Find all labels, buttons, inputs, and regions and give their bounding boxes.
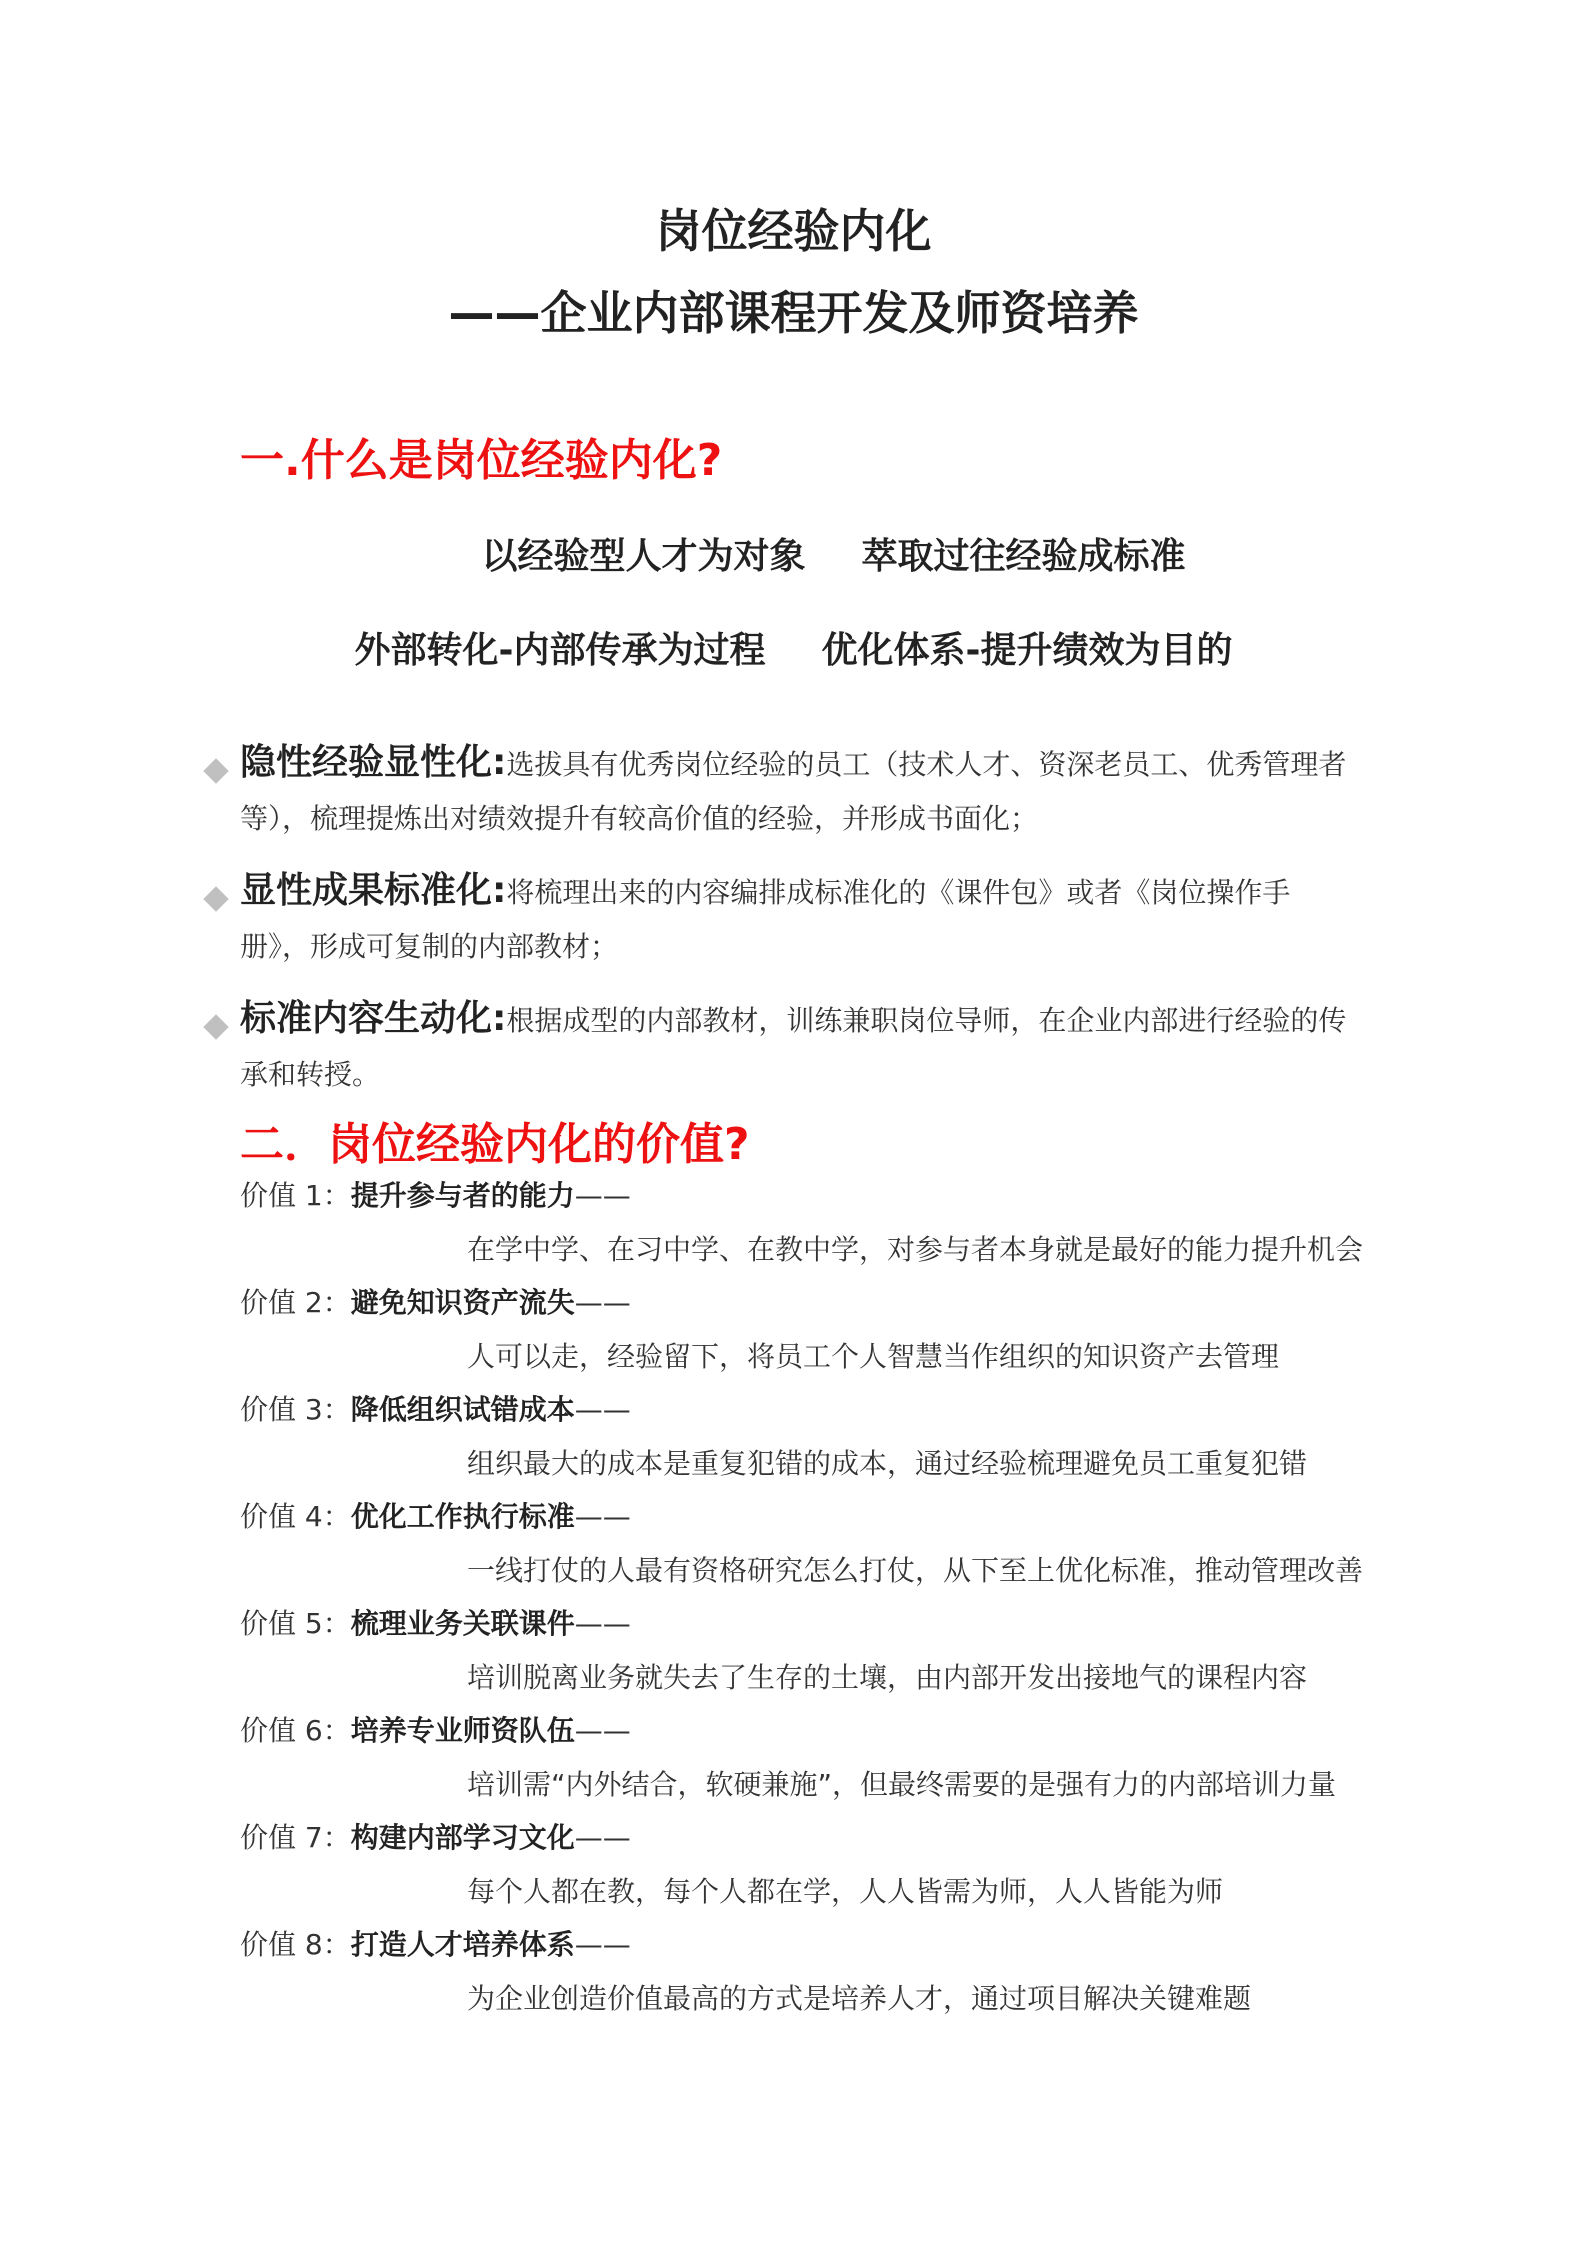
diamond-bullet-icon [203, 758, 228, 783]
value-title: 培养专业师资队伍 [350, 1714, 575, 1747]
value-description: 培训需“内外结合，软硬兼施”，但最终需要的是强有力的内部培训力量 [467, 1768, 1337, 1801]
value-head [240, 1711, 1370, 1751]
diamond-bullet-icon [203, 886, 228, 911]
diamond-bullet-icon [203, 1014, 228, 1039]
value-head [240, 1497, 1370, 1537]
value-description: 组织最大的成本是重复犯错的成本，通过经验梳理避免员工重复犯错 [467, 1447, 1308, 1480]
bullet-text: 根据成型的内部教材，训练兼职岗位导师，在企业内部进行经验的传承和转授。 [240, 1004, 1347, 1091]
value-title: 构建内部学习文化 [350, 1821, 575, 1854]
value-title: 打造人才培养体系 [350, 1928, 575, 1961]
value-title: 降低组织试错成本 [350, 1393, 575, 1426]
value-item [240, 1176, 1370, 1283]
value-dash: —— [574, 1286, 631, 1319]
value-item [240, 1711, 1370, 1818]
value-dash: —— [574, 1393, 631, 1426]
value-item [240, 1390, 1370, 1497]
value-label: 价值 5： [240, 1607, 351, 1640]
bullet-item [240, 864, 1360, 974]
bullet-list [240, 736, 1360, 1120]
bullet-item [240, 736, 1360, 846]
value-description: 一线打仗的人最有资格研究怎么打仗，从下至上优化标准，推动管理改善 [467, 1554, 1364, 1587]
value-dash: —— [574, 1179, 631, 1212]
value-description: 在学中学、在习中学、在教中学，对参与者本身就是最好的能力提升机会 [467, 1233, 1364, 1266]
value-head [240, 1176, 1370, 1216]
value-title: 避免知识资产流失 [350, 1286, 575, 1319]
value-label: 价值 3： [240, 1393, 351, 1426]
value-list [240, 1176, 1370, 2032]
title-main: 岗位经验内化 [655, 204, 932, 258]
title-subtitle: ——企业内部课程开发及师资培养 [448, 286, 1139, 340]
value-label: 价值 1： [240, 1179, 351, 1212]
value-head [240, 1390, 1370, 1430]
value-title: 提升参与者的能力 [350, 1179, 575, 1212]
value-item [240, 1818, 1370, 1925]
value-head [240, 1925, 1370, 1965]
bullet-term: 显性成果标准化: [240, 870, 507, 911]
value-description: 培训脱离业务就失去了生存的土壤，由内部开发出接地气的课程内容 [467, 1661, 1308, 1694]
bullet-text: 将梳理出来的内容编排成标准化的《课件包》或者《岗位操作手册》，形成可复制的内部教材； [240, 876, 1291, 963]
value-title: 优化工作执行标准 [350, 1500, 575, 1533]
slogan-row-1 [0, 528, 1587, 579]
value-head [240, 1818, 1370, 1858]
slogan-2-1: 外部转化-内部传承为过程 [354, 630, 766, 671]
value-dash: —— [574, 1714, 631, 1747]
value-dash: —— [574, 1607, 631, 1640]
value-label: 价值 7： [240, 1821, 351, 1854]
value-item [240, 1925, 1370, 2032]
value-dash: —— [574, 1928, 631, 1961]
value-label: 价值 4： [240, 1500, 351, 1533]
value-dash: —— [574, 1500, 631, 1533]
value-description: 为企业创造价值最高的方式是培养人才，通过项目解决关键难题 [467, 1982, 1252, 2015]
bullet-item [240, 992, 1360, 1102]
slogan-2-2: 优化体系-提升绩效为目的 [821, 630, 1233, 671]
section2-heading: 二．岗位经验内化的价值? [240, 1119, 750, 1170]
value-item [240, 1604, 1370, 1711]
slogan-1-1: 以经验型人才为对象 [481, 536, 806, 577]
value-title: 梳理业务关联课件 [350, 1607, 575, 1640]
value-item [240, 1497, 1370, 1604]
bullet-text: 选拔具有优秀岗位经验的员工（技术人才、资深老员工、优秀管理者等），梳理提炼出对绩效提升有较高价值的经验，并形成书面化； [240, 748, 1347, 835]
slogan-1-2: 萃取过往经验成标准 [861, 536, 1186, 577]
section1-heading: 一.什么是岗位经验内化? [240, 435, 723, 486]
value-head [240, 1604, 1370, 1644]
value-label: 价值 2： [240, 1286, 351, 1319]
value-label: 价值 8： [240, 1928, 351, 1961]
value-description: 每个人都在教，每个人都在学，人人皆需为师，人人皆能为师 [467, 1875, 1224, 1908]
value-dash: —— [574, 1821, 631, 1854]
value-description: 人可以走，经验留下，将员工个人智慧当作组织的知识资产去管理 [467, 1340, 1280, 1373]
slogan-row-2 [0, 622, 1587, 673]
bullet-term: 标准内容生动化: [240, 998, 507, 1039]
value-label: 价值 6： [240, 1714, 351, 1747]
bullet-term: 隐性经验显性化: [240, 742, 507, 783]
document-title [0, 200, 1587, 364]
value-head [240, 1283, 1370, 1323]
value-item [240, 1283, 1370, 1390]
